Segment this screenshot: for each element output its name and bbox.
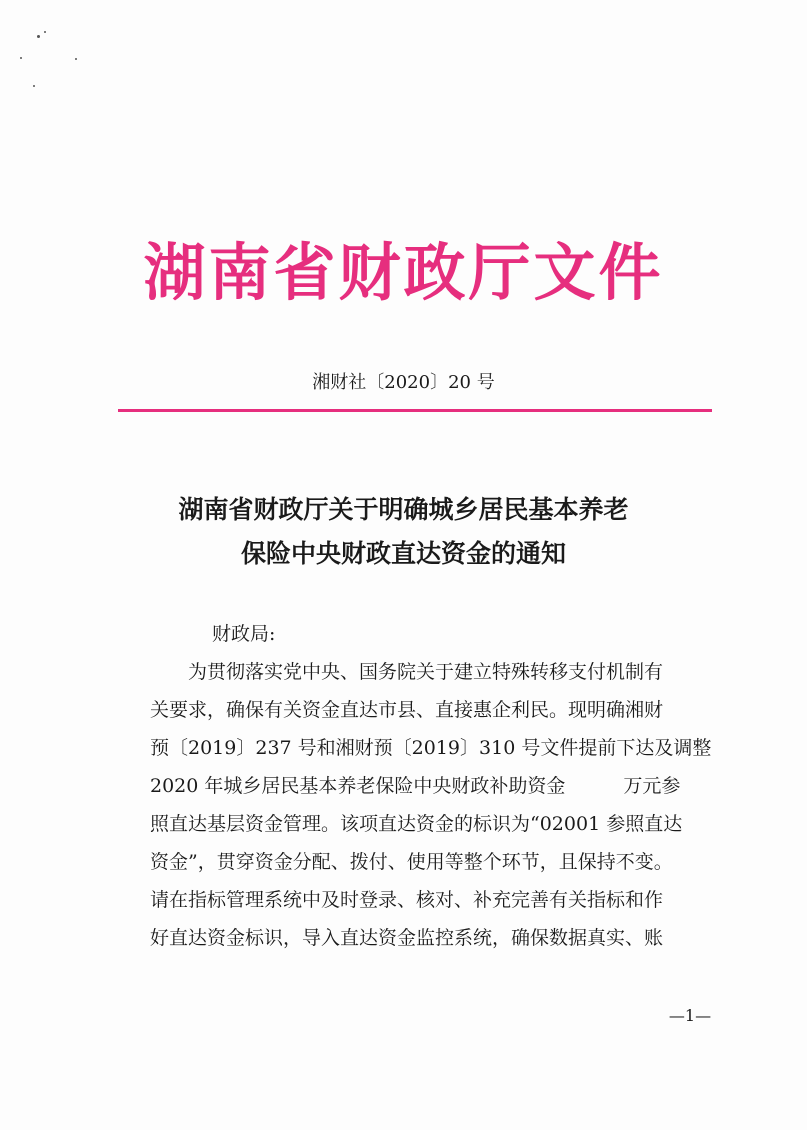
scan-speck (75, 58, 77, 60)
scan-speck (33, 85, 35, 87)
body-line: 预〔2019〕237 号和湘财预〔2019〕310 号文件提前下达及调整 (150, 737, 712, 759)
body-line: 关要求，确保有关资金直达市县、直接惠企利民。现明确湘财 (150, 699, 664, 721)
body-line: 资金”，贯穿资金分配、拨付、使用等整个环节，且保持不变。 (150, 851, 673, 873)
page-number: —1— (668, 1006, 712, 1025)
scan-speck (20, 57, 22, 59)
body-line-segment: 万元参 (623, 775, 681, 797)
body-line: 照直达基层资金管理。该项直达资金的标识为“02001 参照直达 (150, 813, 683, 835)
body-line-segment: 2020 年城乡居民基本养老保险中央财政补助资金 (150, 775, 566, 797)
scan-speck (44, 31, 46, 33)
scan-speck (37, 35, 40, 38)
body-line: 为贯彻落实党中央、国务院关于建立特殊转移支付机制有 (188, 661, 664, 683)
addressee: 财政局: (212, 623, 276, 645)
body-line (150, 767, 714, 805)
document-number: 湘财社〔2020〕20 号 (312, 372, 495, 393)
document-title (0, 488, 807, 576)
title-line-2: 保险中央财政直达资金的通知 (240, 539, 566, 568)
issuer-header: 湖南省财政厅文件 (143, 236, 664, 309)
body-line: 请在指标管理系统中及时登录、核对、补充完善有关指标和作 (150, 889, 664, 911)
body-line: 好直达资金标识，导入直达资金监控系统，确保数据真实、账 (150, 927, 664, 949)
title-line-1: 湖南省财政厅关于明确城乡居民基本养老 (178, 495, 629, 524)
red-divider-line (118, 409, 712, 412)
document-body (150, 615, 714, 957)
